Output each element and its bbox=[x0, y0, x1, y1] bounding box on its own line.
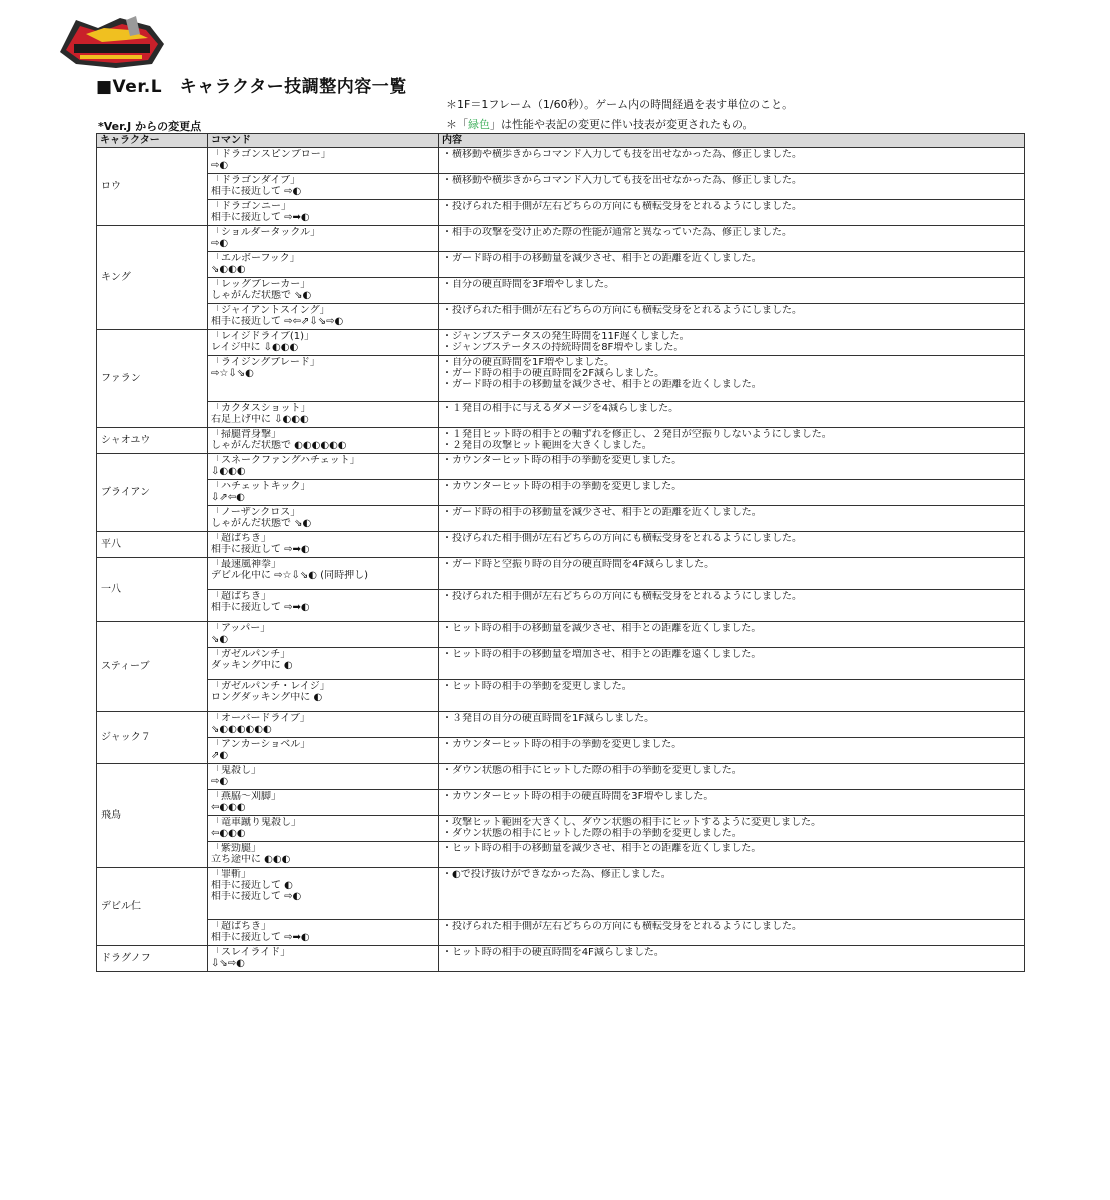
change-line: ・攻撃ヒット範囲を大きくし、ダウン状態の相手にヒットするように変更しました。 bbox=[442, 817, 822, 828]
move-name: 「超ばちき」 bbox=[211, 921, 271, 932]
move-name: 「スレイライド」 bbox=[211, 947, 291, 958]
table-row bbox=[97, 428, 1025, 454]
move-name: 「ノーザンクロス」 bbox=[211, 507, 301, 518]
table-row bbox=[97, 480, 1025, 506]
command-cell bbox=[208, 946, 439, 972]
move-name: 「ガゼルパンチ」 bbox=[211, 649, 291, 660]
command-cell bbox=[208, 480, 439, 506]
frame-note: ＊1F＝1フレーム（1/60秒）。ゲーム内の時間経過を表す単位のこと。 bbox=[446, 98, 794, 111]
change-line: ・投げられた相手側が左右どちらの方向にも横転受身をとれるようにしました。 bbox=[442, 533, 802, 544]
change-line: ・ガード時の相手の移動量を減少させ、相手との距離を近くしました。 bbox=[442, 379, 762, 390]
move-name: 「アッパー」 bbox=[211, 623, 271, 634]
table-row bbox=[97, 920, 1025, 946]
command-cell bbox=[208, 590, 439, 622]
table-row bbox=[97, 278, 1025, 304]
command-cell bbox=[208, 842, 439, 868]
command-cell bbox=[208, 148, 439, 174]
command-cell bbox=[208, 648, 439, 680]
move-input: ダッキング中に ◐ bbox=[211, 660, 293, 671]
move-name: 「スネークファングハチェット」 bbox=[211, 455, 360, 466]
table-row bbox=[97, 946, 1025, 972]
move-name: 「ハチェットキック」 bbox=[211, 481, 311, 492]
move-input: ⇘◐◐◐◐◐◐ bbox=[211, 724, 272, 735]
move-name: 「ジャイアントスイング」 bbox=[211, 305, 330, 316]
table-row bbox=[97, 558, 1025, 590]
table-row bbox=[97, 330, 1025, 356]
change-line: ・ダウン状態の相手にヒットした際の相手の挙動を変更しました。 bbox=[442, 765, 742, 776]
character-name: シャオユウ bbox=[97, 428, 208, 454]
move-name: 「レッグブレーカー」 bbox=[211, 279, 311, 290]
command-cell bbox=[208, 712, 439, 738]
character-name: 一八 bbox=[97, 558, 208, 622]
move-name: 「ライジングブレード」 bbox=[211, 357, 320, 368]
move-name: 「最速風神拳」 bbox=[211, 559, 281, 570]
table-row bbox=[97, 712, 1025, 738]
content-cell bbox=[439, 816, 1025, 842]
content-cell bbox=[439, 712, 1025, 738]
move-name: 「紫勁腿」 bbox=[211, 843, 261, 854]
move-name: 「ドラゴンダイブ」 bbox=[211, 175, 301, 186]
move-input: ⇩⇘⇨◐ bbox=[211, 958, 245, 969]
table-row bbox=[97, 506, 1025, 532]
move-name: 「アンカーショベル」 bbox=[211, 739, 311, 750]
content-cell bbox=[439, 506, 1025, 532]
change-line: ・◐で投げ抜けができなかった為、修正しました。 bbox=[442, 869, 671, 880]
change-line: ・ヒット時の相手の硬直時間を4F減らしました。 bbox=[442, 947, 664, 958]
table-row bbox=[97, 174, 1025, 200]
table-row bbox=[97, 738, 1025, 764]
character-name: ファラン bbox=[97, 330, 208, 428]
move-input: 相手に接近して ⇨➡◐ bbox=[211, 932, 310, 943]
command-cell bbox=[208, 764, 439, 790]
move-input: 相手に接近して ⇨➡◐ bbox=[211, 212, 310, 223]
character-name: ジャック７ bbox=[97, 712, 208, 764]
command-cell bbox=[208, 304, 439, 330]
table-row bbox=[97, 868, 1025, 920]
move-name: 「竜車蹴り鬼殺し」 bbox=[211, 817, 301, 828]
change-line: ・カウンターヒット時の相手の挙動を変更しました。 bbox=[442, 739, 682, 750]
command-cell bbox=[208, 252, 439, 278]
content-cell bbox=[439, 946, 1025, 972]
header-content: 内容 bbox=[439, 134, 1025, 148]
command-cell bbox=[208, 558, 439, 590]
content-cell bbox=[439, 252, 1025, 278]
change-line: ・ガード時の相手の移動量を減少させ、相手との距離を近くしました。 bbox=[442, 253, 762, 264]
move-name: 「鬼殺し」 bbox=[211, 765, 261, 776]
move-name: 「ドラゴンスピンブロー」 bbox=[211, 149, 331, 160]
content-cell bbox=[439, 868, 1025, 920]
change-line: ・１発目ヒット時の相手との軸ずれを修正し、２発目が空振りしないようにしました。 bbox=[442, 429, 832, 440]
move-input: ロングダッキング中に ◐ bbox=[211, 692, 323, 703]
change-line: ・ダウン状態の相手にヒットした際の相手の挙動を変更しました。 bbox=[442, 828, 742, 839]
change-line: ・ジャンプステータスの持続時間を8F増やしました。 bbox=[442, 342, 684, 353]
table-row bbox=[97, 252, 1025, 278]
character-name: 平八 bbox=[97, 532, 208, 558]
character-name: キング bbox=[97, 226, 208, 330]
change-line: ・投げられた相手側が左右どちらの方向にも横転受身をとれるようにしました。 bbox=[442, 591, 802, 602]
content-cell bbox=[439, 174, 1025, 200]
table-row bbox=[97, 680, 1025, 712]
move-name: 「カクタスショット」 bbox=[211, 403, 311, 414]
command-cell bbox=[208, 868, 439, 920]
change-line: ・ヒット時の相手の移動量を減少させ、相手との距離を近くしました。 bbox=[442, 623, 762, 634]
character-name: ドラグノフ bbox=[97, 946, 208, 972]
table-row bbox=[97, 532, 1025, 558]
move-input: ⇘◐ bbox=[211, 634, 229, 645]
command-cell bbox=[208, 506, 439, 532]
change-line: ・２発目の攻撃ヒット範囲を大きくしました。 bbox=[442, 440, 652, 451]
content-cell bbox=[439, 648, 1025, 680]
table-row bbox=[97, 816, 1025, 842]
command-cell bbox=[208, 402, 439, 428]
command-cell bbox=[208, 920, 439, 946]
table-body bbox=[97, 148, 1025, 972]
change-line: ・３発目の自分の硬直時間を1F減らしました。 bbox=[442, 713, 655, 724]
move-input: 相手に接近して ⇨➡◐ bbox=[211, 602, 310, 613]
move-input: ⇦◐◐◐ bbox=[211, 828, 246, 839]
command-cell bbox=[208, 816, 439, 842]
change-line: ・ガード時と空振り時の自分の硬直時間を4F減らしました。 bbox=[442, 559, 715, 570]
content-cell bbox=[439, 532, 1025, 558]
table-row bbox=[97, 454, 1025, 480]
character-name: ロウ bbox=[97, 148, 208, 226]
move-input: ⇨◐ bbox=[211, 776, 229, 787]
table-row bbox=[97, 622, 1025, 648]
content-cell bbox=[439, 790, 1025, 816]
content-cell bbox=[439, 842, 1025, 868]
table-row bbox=[97, 226, 1025, 252]
change-line: ・ガード時の相手の硬直時間を2F減らしました。 bbox=[442, 368, 665, 379]
move-input: しゃがんだ状態で ⇘◐ bbox=[211, 290, 312, 301]
move-name: 「燕脇～刈脚」 bbox=[211, 791, 281, 802]
change-line: ・カウンターヒット時の相手の硬直時間を3F増やしました。 bbox=[442, 791, 714, 802]
change-line: ・横移動や横歩きからコマンド入力しても技を出せなかった為、修正しました。 bbox=[442, 175, 802, 186]
move-input: 相手に接近して ⇨◐ bbox=[211, 891, 302, 902]
table-row bbox=[97, 764, 1025, 790]
change-line: ・ジャンプステータスの発生時間を11F遅くしました。 bbox=[442, 331, 690, 342]
character-name: 飛鳥 bbox=[97, 764, 208, 868]
change-line: ・自分の硬直時間を3F増やしました。 bbox=[442, 279, 615, 290]
move-name: 「罪斬」 bbox=[211, 869, 251, 880]
content-cell bbox=[439, 738, 1025, 764]
change-line: ・ガード時の相手の移動量を減少させ、相手との距離を近くしました。 bbox=[442, 507, 762, 518]
table-row bbox=[97, 148, 1025, 174]
content-cell bbox=[439, 148, 1025, 174]
move-input: デビル化中に ⇨☆⇩⇘◐ (同時押し) bbox=[211, 570, 368, 581]
character-name: スティーブ bbox=[97, 622, 208, 712]
move-name: 「ショルダータックル」 bbox=[211, 227, 321, 238]
change-line: ・投げられた相手側が左右どちらの方向にも横転受身をとれるようにしました。 bbox=[442, 201, 802, 212]
change-line: ・投げられた相手側が左右どちらの方向にも横転受身をとれるようにしました。 bbox=[442, 305, 802, 316]
move-input: レイジ中に ⇩◐◐◐ bbox=[211, 342, 299, 353]
move-input: ⇩⇗⇦◐ bbox=[211, 492, 245, 503]
move-input: ⇨◐ bbox=[211, 160, 229, 171]
move-input: 相手に接近して ⇨➡◐ bbox=[211, 544, 310, 555]
change-line: ・相手の攻撃を受け止めた際の性能が通常と異なっていた為、修正しました。 bbox=[442, 227, 792, 238]
adjustment-table bbox=[96, 133, 1025, 972]
change-line: ・１発目の相手に与えるダメージを4減らしました。 bbox=[442, 403, 679, 414]
move-input: 相手に接近して ⇨◐ bbox=[211, 186, 302, 197]
table-row bbox=[97, 590, 1025, 622]
move-name: 「エルボーフック」 bbox=[211, 253, 300, 264]
command-cell bbox=[208, 226, 439, 252]
content-cell bbox=[439, 480, 1025, 506]
change-line: ・カウンターヒット時の相手の挙動を変更しました。 bbox=[442, 455, 682, 466]
move-name: 「掃腿背身撃」 bbox=[211, 429, 281, 440]
move-input: ⇨◐ bbox=[211, 238, 229, 249]
content-cell bbox=[439, 622, 1025, 648]
section-subtitle: *Ver.J からの変更点 bbox=[98, 120, 202, 133]
command-cell bbox=[208, 356, 439, 402]
change-line: ・横移動や横歩きからコマンド入力しても技を出せなかった為、修正しました。 bbox=[442, 149, 802, 160]
change-line: ・カウンターヒット時の相手の挙動を変更しました。 bbox=[442, 481, 682, 492]
content-cell bbox=[439, 330, 1025, 356]
move-name: 「オーバードライブ」 bbox=[211, 713, 310, 724]
content-cell bbox=[439, 278, 1025, 304]
command-cell bbox=[208, 330, 439, 356]
content-cell bbox=[439, 764, 1025, 790]
move-input: ⇘◐◐◐ bbox=[211, 264, 246, 275]
move-input: しゃがんだ状態で ⇘◐ bbox=[211, 518, 312, 529]
command-cell bbox=[208, 278, 439, 304]
move-name: 「ガゼルパンチ・レイジ」 bbox=[211, 681, 330, 692]
content-cell bbox=[439, 428, 1025, 454]
move-name: 「超ばちき」 bbox=[211, 533, 271, 544]
change-line: ・ヒット時の相手の移動量を増加させ、相手との距離を遠くしました。 bbox=[442, 649, 762, 660]
command-cell bbox=[208, 454, 439, 480]
page-title: ■Ver.L キャラクター技調整内容一覧 bbox=[96, 77, 407, 97]
table-row bbox=[97, 200, 1025, 226]
tekken-logo bbox=[56, 14, 168, 70]
character-name: デビル仁 bbox=[97, 868, 208, 946]
move-name: 「レイジドライブ(1)」 bbox=[211, 331, 315, 342]
change-line: ・ヒット時の相手の移動量を減少させ、相手との距離を近くしました。 bbox=[442, 843, 762, 854]
command-cell bbox=[208, 532, 439, 558]
content-cell bbox=[439, 920, 1025, 946]
table-row bbox=[97, 356, 1025, 402]
header-character: キャラクター bbox=[97, 134, 208, 148]
command-cell bbox=[208, 200, 439, 226]
content-cell bbox=[439, 304, 1025, 330]
move-input: 相手に接近して ⇨⇦⇗⇩⇘⇨◐ bbox=[211, 316, 344, 327]
table-row bbox=[97, 790, 1025, 816]
command-cell bbox=[208, 174, 439, 200]
move-input: ⇦◐◐◐ bbox=[211, 802, 246, 813]
table-row bbox=[97, 842, 1025, 868]
color-note: ＊「緑色」は性能や表記の変更に伴い技表が変更されたもの。 bbox=[446, 118, 754, 131]
move-input: 右足上げ中に ⇩◐◐◐ bbox=[211, 414, 309, 425]
content-cell bbox=[439, 454, 1025, 480]
command-cell bbox=[208, 738, 439, 764]
move-input: ⇨☆⇩⇘◐ bbox=[211, 368, 254, 379]
change-line: ・投げられた相手側が左右どちらの方向にも横転受身をとれるようにしました。 bbox=[442, 921, 802, 932]
content-cell bbox=[439, 680, 1025, 712]
move-name: 「超ばちき」 bbox=[211, 591, 271, 602]
content-cell bbox=[439, 356, 1025, 402]
table-row bbox=[97, 304, 1025, 330]
move-input: しゃがんだ状態で ◐◐◐◐◐◐ bbox=[211, 440, 347, 451]
header-command: コマンド bbox=[208, 134, 439, 148]
change-line: ・ヒット時の相手の挙動を変更しました。 bbox=[442, 681, 632, 692]
content-cell bbox=[439, 200, 1025, 226]
content-cell bbox=[439, 226, 1025, 252]
command-cell bbox=[208, 622, 439, 648]
table-header-row bbox=[97, 134, 1025, 148]
command-cell bbox=[208, 428, 439, 454]
move-name: 「ドラゴンニー」 bbox=[211, 201, 291, 212]
command-cell bbox=[208, 680, 439, 712]
move-input: ⇗◐ bbox=[211, 750, 229, 761]
content-cell bbox=[439, 402, 1025, 428]
move-input: ⇩◐◐◐ bbox=[211, 466, 246, 477]
table-row bbox=[97, 648, 1025, 680]
move-input: 立ち途中に ◐◐◐ bbox=[211, 854, 291, 865]
content-cell bbox=[439, 590, 1025, 622]
content-cell bbox=[439, 558, 1025, 590]
table-row bbox=[97, 402, 1025, 428]
move-input: 相手に接近して ◐ bbox=[211, 880, 293, 891]
command-cell bbox=[208, 790, 439, 816]
change-line: ・自分の硬直時間を1F増やしました。 bbox=[442, 357, 615, 368]
character-name: ブライアン bbox=[97, 454, 208, 532]
